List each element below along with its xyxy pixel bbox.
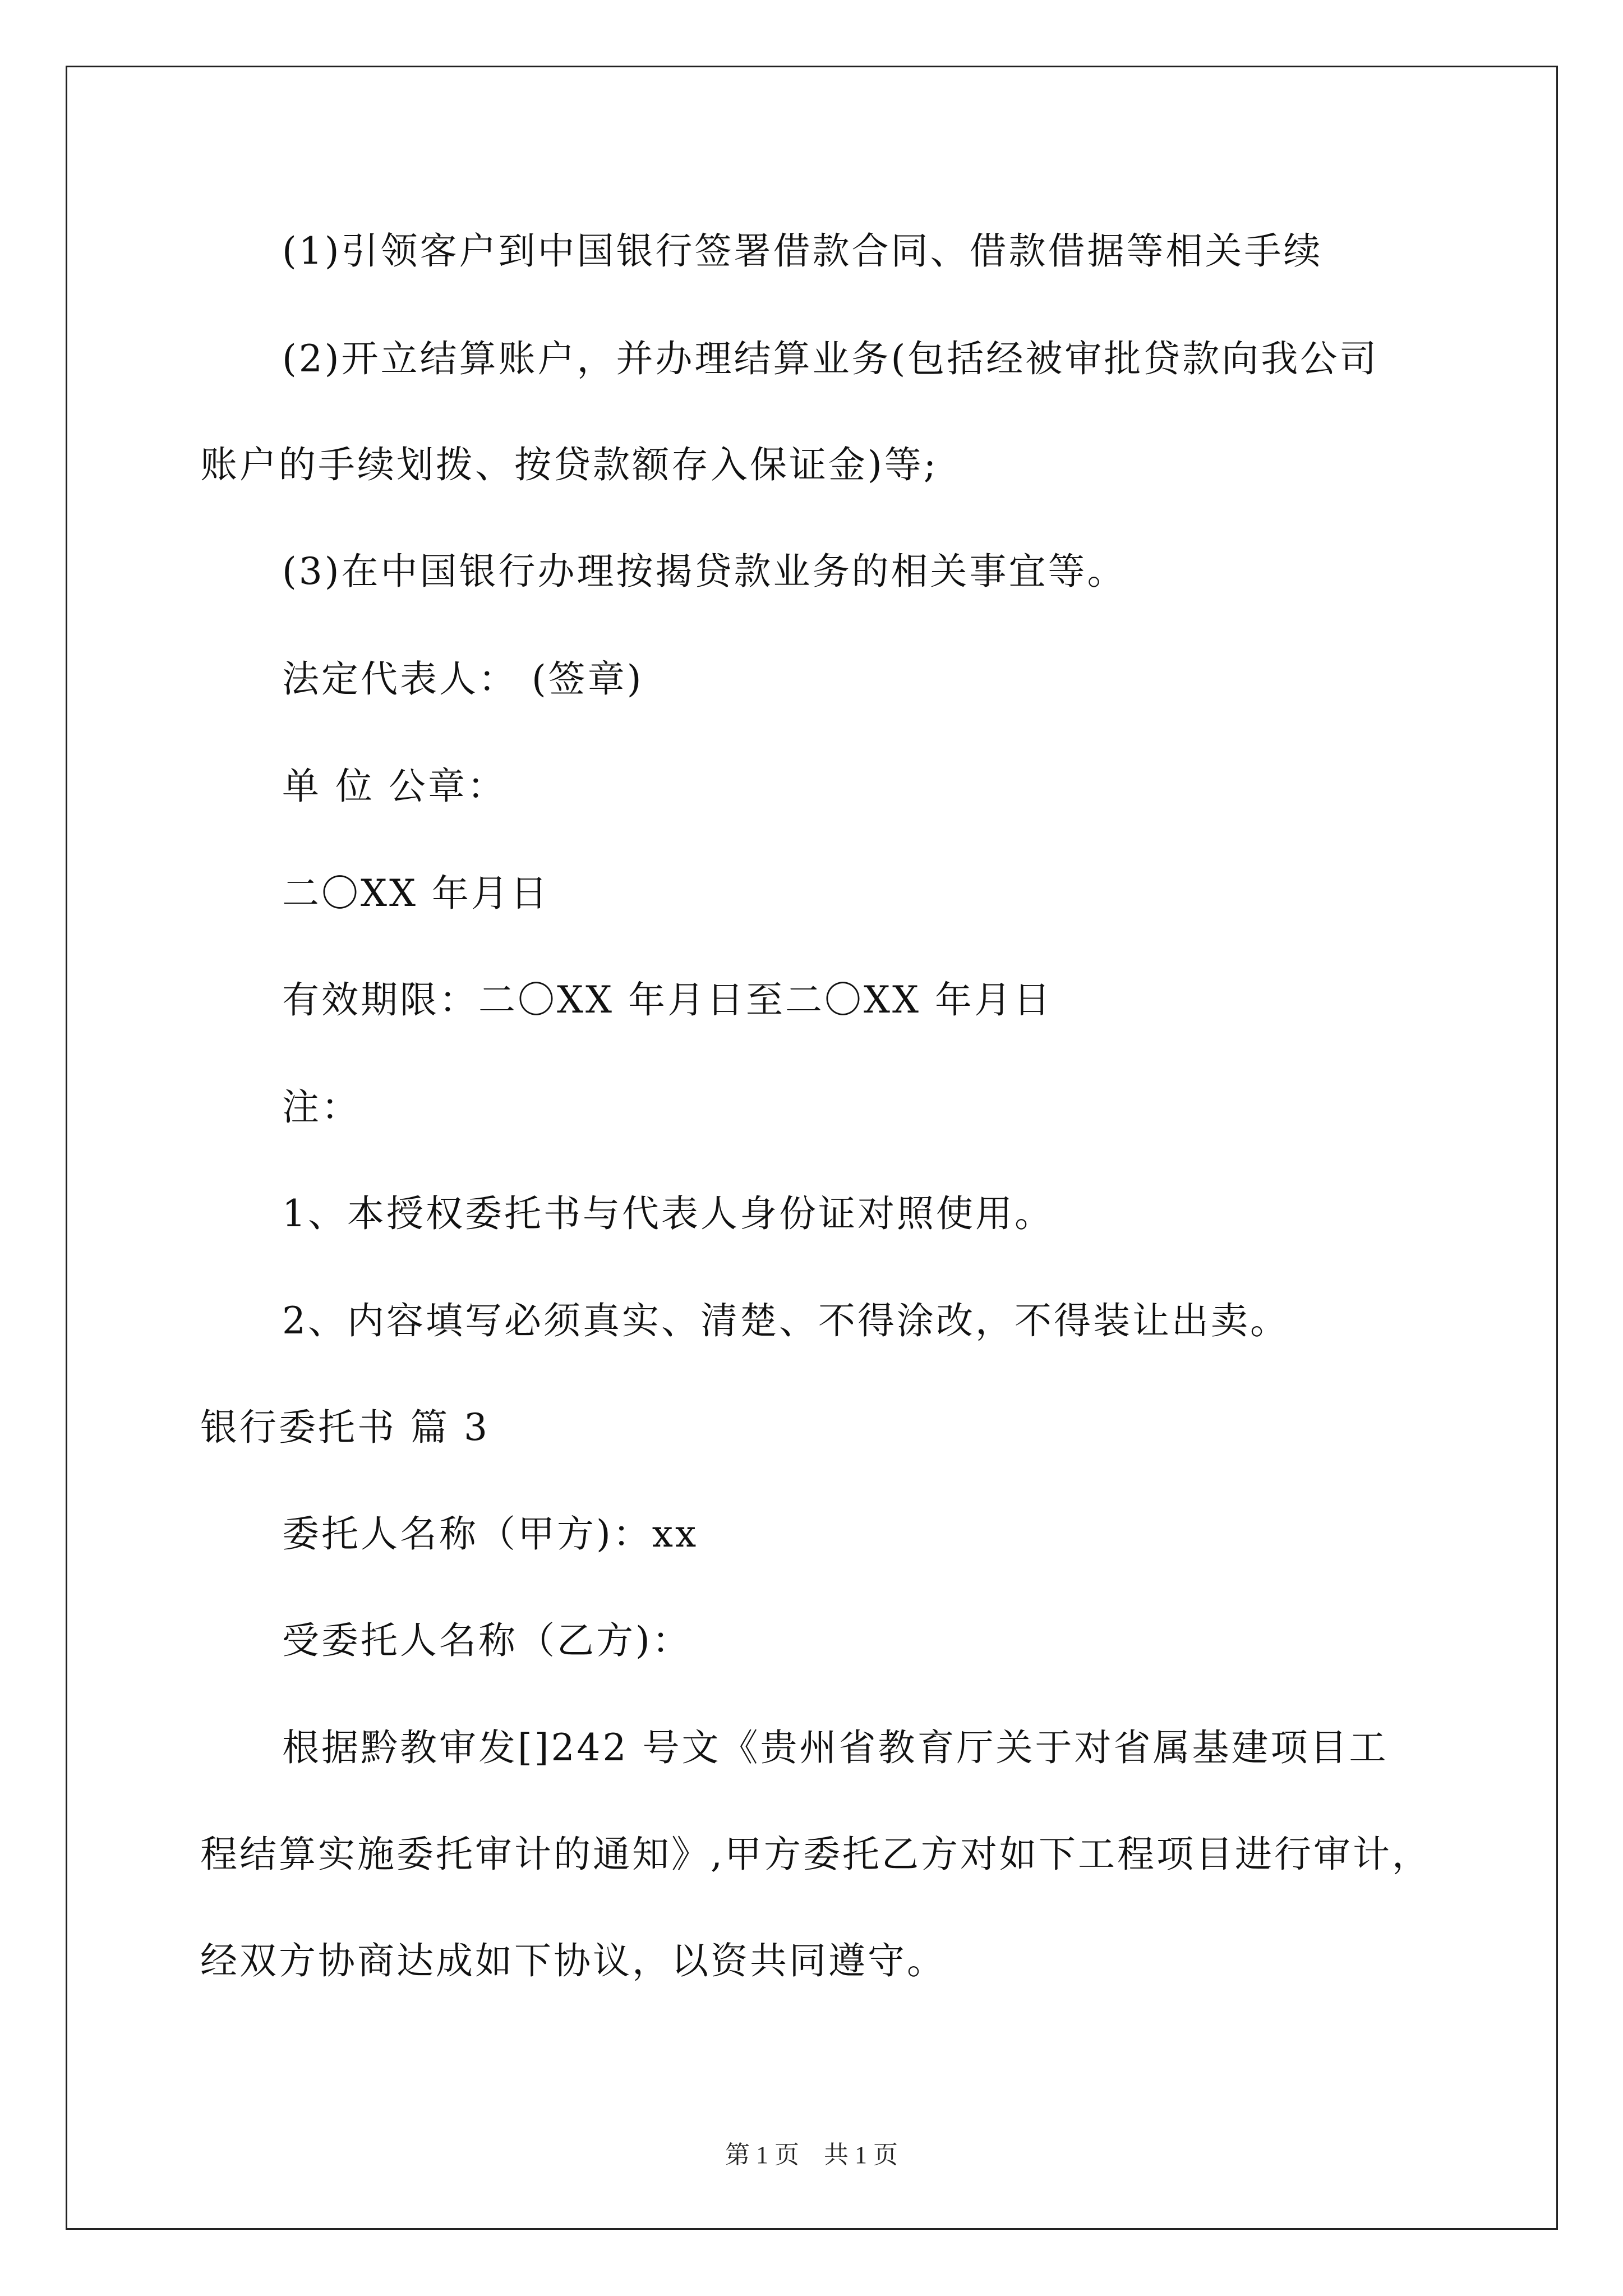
paragraph-line: 账户的手续划拨、按贷款额存入保证金)等; — [200, 443, 938, 486]
paragraph-line: 受委托人名称（乙方)： — [282, 1619, 691, 1662]
paragraph-line: 2、内容填写必须真实、清楚、不得涂改，不得装让出卖。 — [282, 1299, 1289, 1342]
paragraph-line: 程结算实施委托审计的通知》,甲方委托乙方对如下工程项目进行审计， — [200, 1833, 1431, 1876]
paragraph-line: 单 位 公章： — [282, 765, 506, 808]
paragraph-line: 法定代表人： (签章) — [282, 657, 644, 701]
page-number-footer: 第 1 页 共 1 页 — [725, 2141, 898, 2169]
page-frame — [66, 66, 1558, 2230]
paragraph-line: 有效期限：二〇XX 年月日至二〇XX 年月日 — [282, 978, 1053, 1022]
paragraph-line: 委托人名称（甲方)：xx — [282, 1512, 699, 1556]
paragraph-line: 注： — [282, 1085, 361, 1129]
paragraph-line: (3)在中国银行办理按揭贷款业务的相关事宜等。 — [282, 550, 1127, 593]
paragraph-line: 二〇XX 年月日 — [282, 872, 550, 915]
paragraph-line: 1、本授权委托书与代表人身份证对照使用。 — [282, 1192, 1054, 1235]
paragraph-line: 经双方协商达成如下协议，以资共同遵守。 — [200, 1939, 946, 1982]
paragraph-line: (2)开立结算账户，并办理结算业务(包括经被审批贷款向我公司 — [282, 337, 1379, 380]
paragraph-line: 根据黔教审发[]242 号文《贵州省教育厅关于对省属基建项目工 — [282, 1726, 1389, 1769]
paragraph-line: (1)引领客户到中国银行签署借款合同、借款借据等相关手续 — [282, 229, 1323, 273]
section-heading: 银行委托书 篇 3 — [200, 1406, 490, 1449]
